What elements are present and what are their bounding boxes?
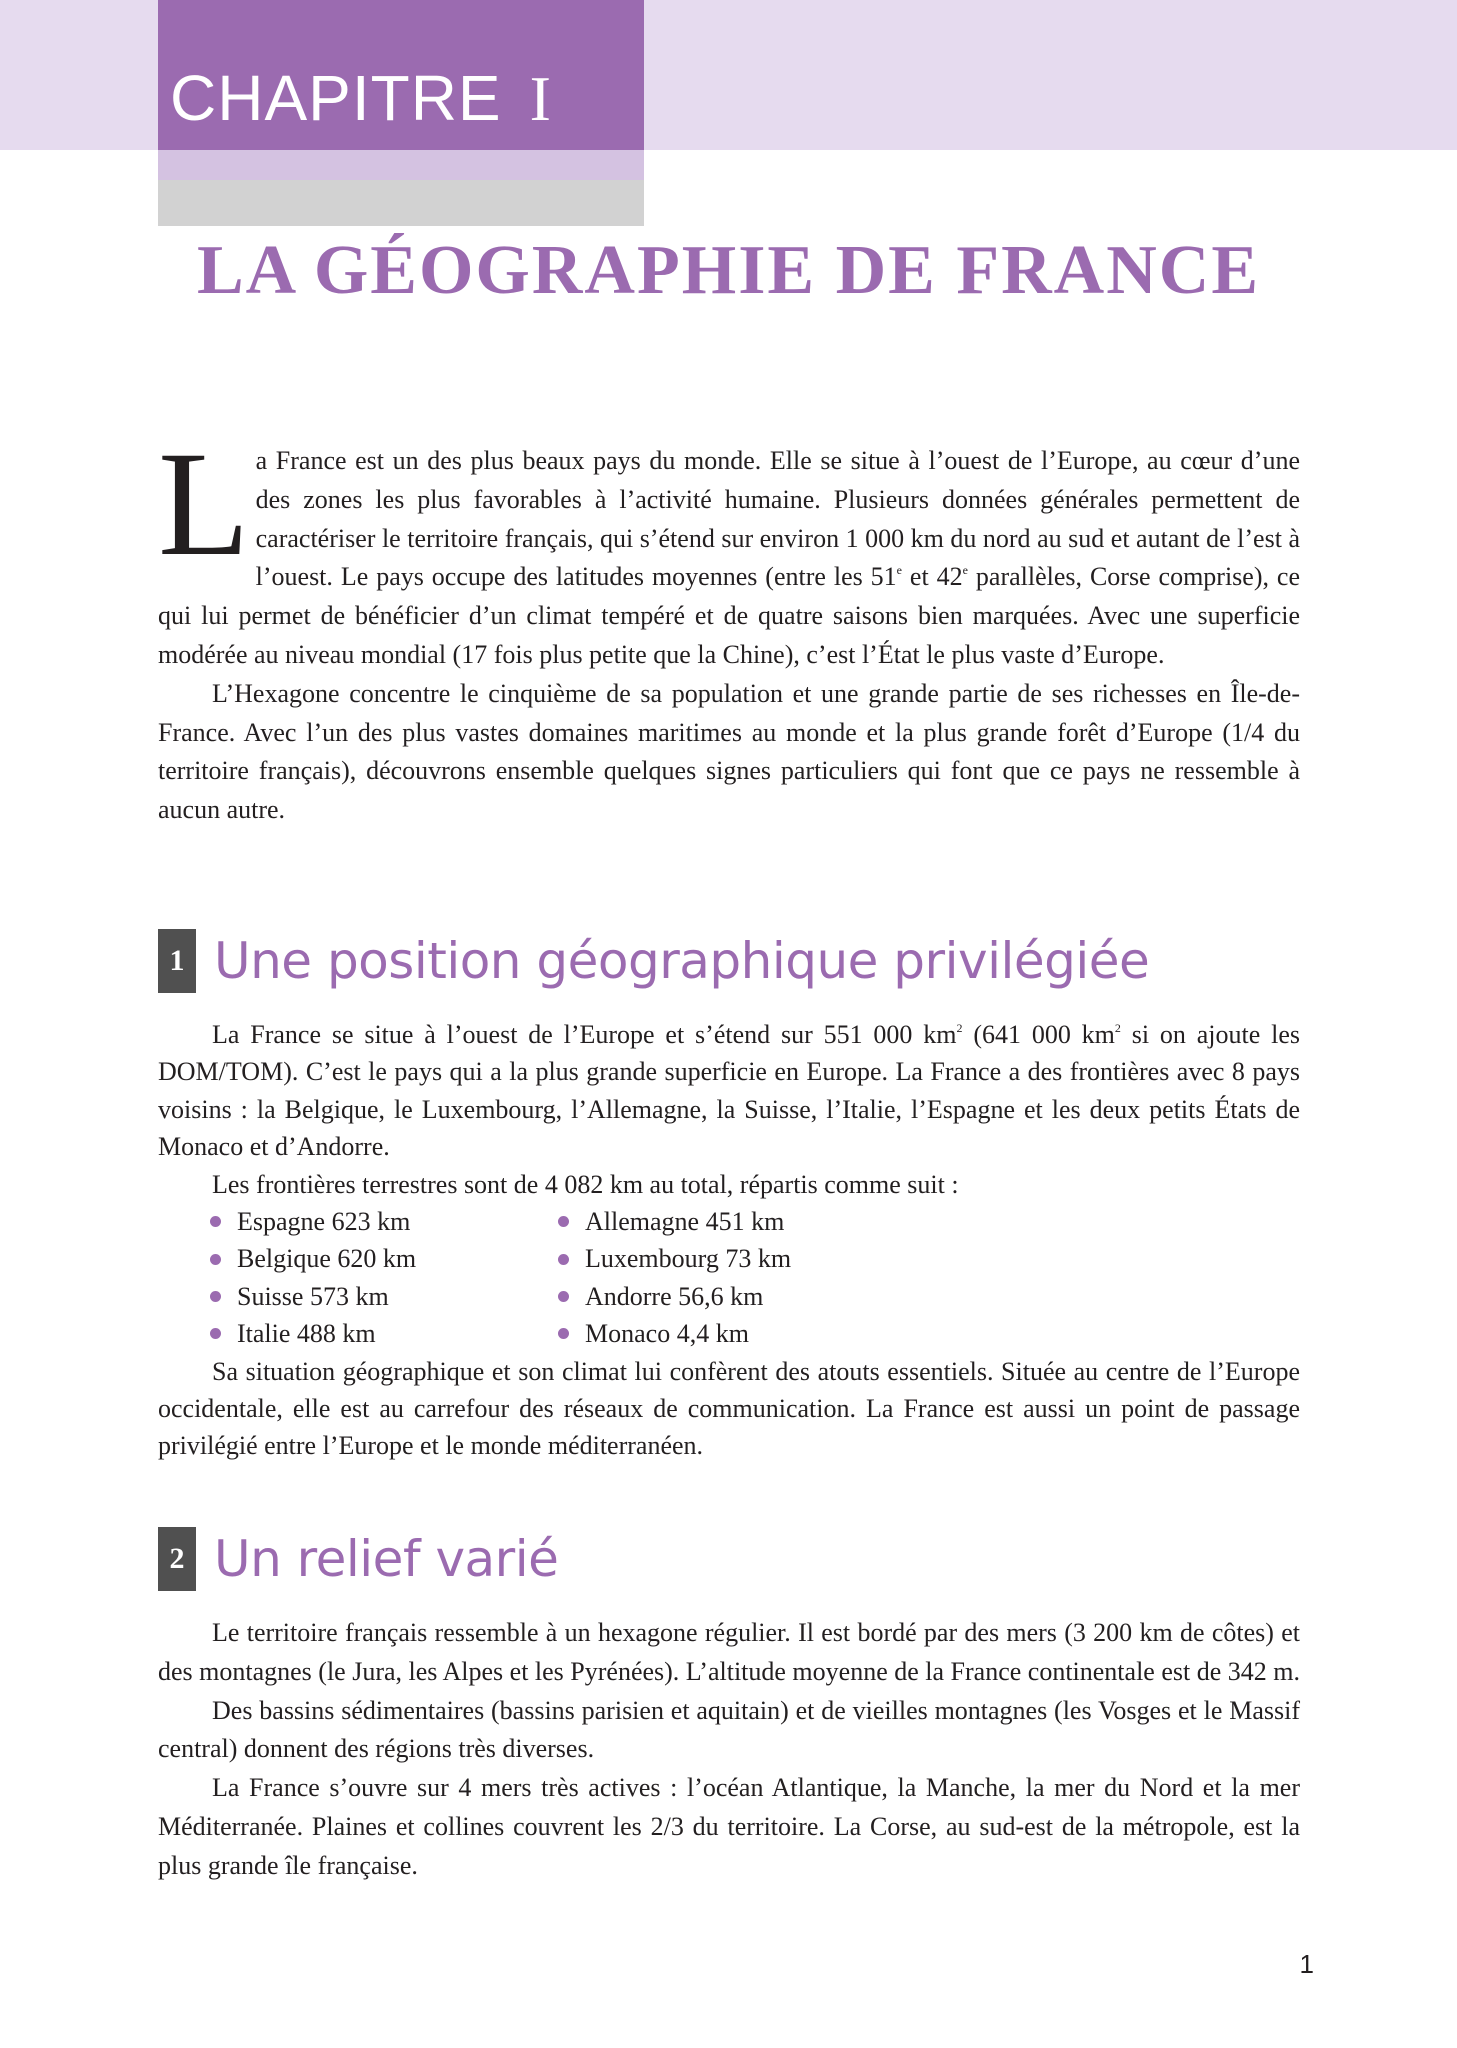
- intro-section: [158, 421, 1301, 830]
- page-number: 1: [1299, 1949, 1314, 1979]
- bullet-icon: [210, 1216, 221, 1227]
- chapter-word: CHAPITRE: [170, 62, 502, 134]
- section-2-paragraph-2: Des bassins sédimentaires (bassins parisien et aquitain) et de vieilles montagnes (les Vosges et le Massif central) donnent des régions très diverses.: [158, 1695, 1300, 1764]
- section-2-heading: [158, 1524, 558, 1594]
- bullet-icon: [558, 1291, 569, 1302]
- section-1-body: [158, 1016, 1300, 1465]
- section-1-title: Une position géographique privilégiée: [214, 932, 1150, 990]
- intro-paragraph-1: La France est un des plus beaux pays du monde. Elle se situe à l’ouest de l’Europe, au cœur d’une des zones les plus favorables à l’activité humaine. Plusieurs données générales permettent de caractériser le territoire français, qui s’étend sur environ 1 000 km du nord au sud et autant de l’est à l’ouest. Le pays occupe des latitudes moyennes (entre les 51e et 42e parallèles, Corse comprise), ce qui lui permet de bénéficier d’un climat tempéré et de quatre saisons bien marquées. Avec une superficie modérée au niveau mondial (17 fois plus petite que la Chine), c’est l’État le plus vaste d’Europe.: [158, 421, 1301, 669]
- bullet-icon: [210, 1328, 221, 1339]
- list-item: Andorre 56,6 km: [558, 1278, 918, 1315]
- bullet-icon: [558, 1254, 569, 1265]
- list-item: Allemagne 451 km: [558, 1203, 918, 1240]
- list-item: Espagne 623 km: [210, 1203, 558, 1240]
- drop-cap: L: [158, 421, 250, 587]
- section-2-paragraph-1: Le territoire français ressemble à un hexagone régulier. Il est bordé par des mers (3 200 km de côtes) et des montagnes (le Jura, les Alpes et les Pyrénées). L’altitude moyenne de la France continentale est de 342 m.: [158, 1618, 1300, 1686]
- list-item: Italie 488 km: [210, 1315, 558, 1352]
- intro-paragraph-2: L’Hexagone concentre le cinquième de sa population et une grande partie de ses richesses en Île-de-France. Avec l’un des plus vastes domaines maritimes au monde et la plus grande forêt d’Europe (1/4 du territoire français), découvrons ensemble quelques signes particuliers qui font que ce pays ne ressemble à aucun autre.: [158, 678, 1300, 825]
- section-1-paragraph-1: La France se situe à l’ouest de l’Europe et s’étend sur 551 000 $km^2$ (641 000 $km^2$ si on ajoute les DOM/TOM). C’est le pays qui a la plus grande superficie en Europe. La France a des frontières avec 8 pays voisins : la Belgique, le Luxembourg, l’Allemagne, la Suisse, l’Italie, l’Espagne et les deux petits États de Monaco et d’Andorre.: [158, 1020, 1300, 1162]
- section-1-paragraph-3: Sa situation géographique et son climat lui confèrent des atouts essentiels. Située au centre de l’Europe occidentale, elle est au carrefour des réseaux de communication. La France est aussi un point de passage privilégié entre l’Europe et le monde méditerranéen.: [158, 1356, 1300, 1461]
- chapter-label: [170, 58, 552, 138]
- list-item: Monaco 4,4 km: [558, 1315, 918, 1352]
- list-item: Luxembourg 73 km: [558, 1240, 918, 1277]
- section-2-number: 2: [158, 1527, 196, 1591]
- list-item: Suisse 573 km: [210, 1278, 558, 1315]
- bullet-icon: [210, 1254, 221, 1265]
- chapter-number: I: [529, 63, 552, 134]
- border-list: [210, 1203, 1300, 1353]
- header-band-gray: [158, 180, 644, 226]
- section-2-body: [158, 1614, 1300, 1886]
- section-1-heading: [158, 926, 1149, 996]
- section-2-paragraph-3: La France s’ouvre sur 4 mers très actives : l’océan Atlantique, la Manche, la mer du Nord et la mer Méditerranée. Plaines et collines couvrent les 2/3 du territoire. La Corse, au sud-est de la métropole, est la plus grande île française.: [158, 1773, 1300, 1880]
- header-band-mid: [158, 150, 644, 180]
- bullet-icon: [558, 1328, 569, 1339]
- section-1-paragraph-2: Les frontières terrestres sont de 4 082 km au total, répartis comme suit :: [212, 1169, 959, 1199]
- section-1-number: 1: [158, 929, 196, 993]
- section-2-title: Un relief varié: [214, 1530, 559, 1588]
- page-title: LA GÉOGRAPHIE DE FRANCE: [196, 232, 1261, 309]
- bullet-icon: [558, 1216, 569, 1227]
- bullet-icon: [210, 1291, 221, 1302]
- list-item: Belgique 620 km: [210, 1240, 558, 1277]
